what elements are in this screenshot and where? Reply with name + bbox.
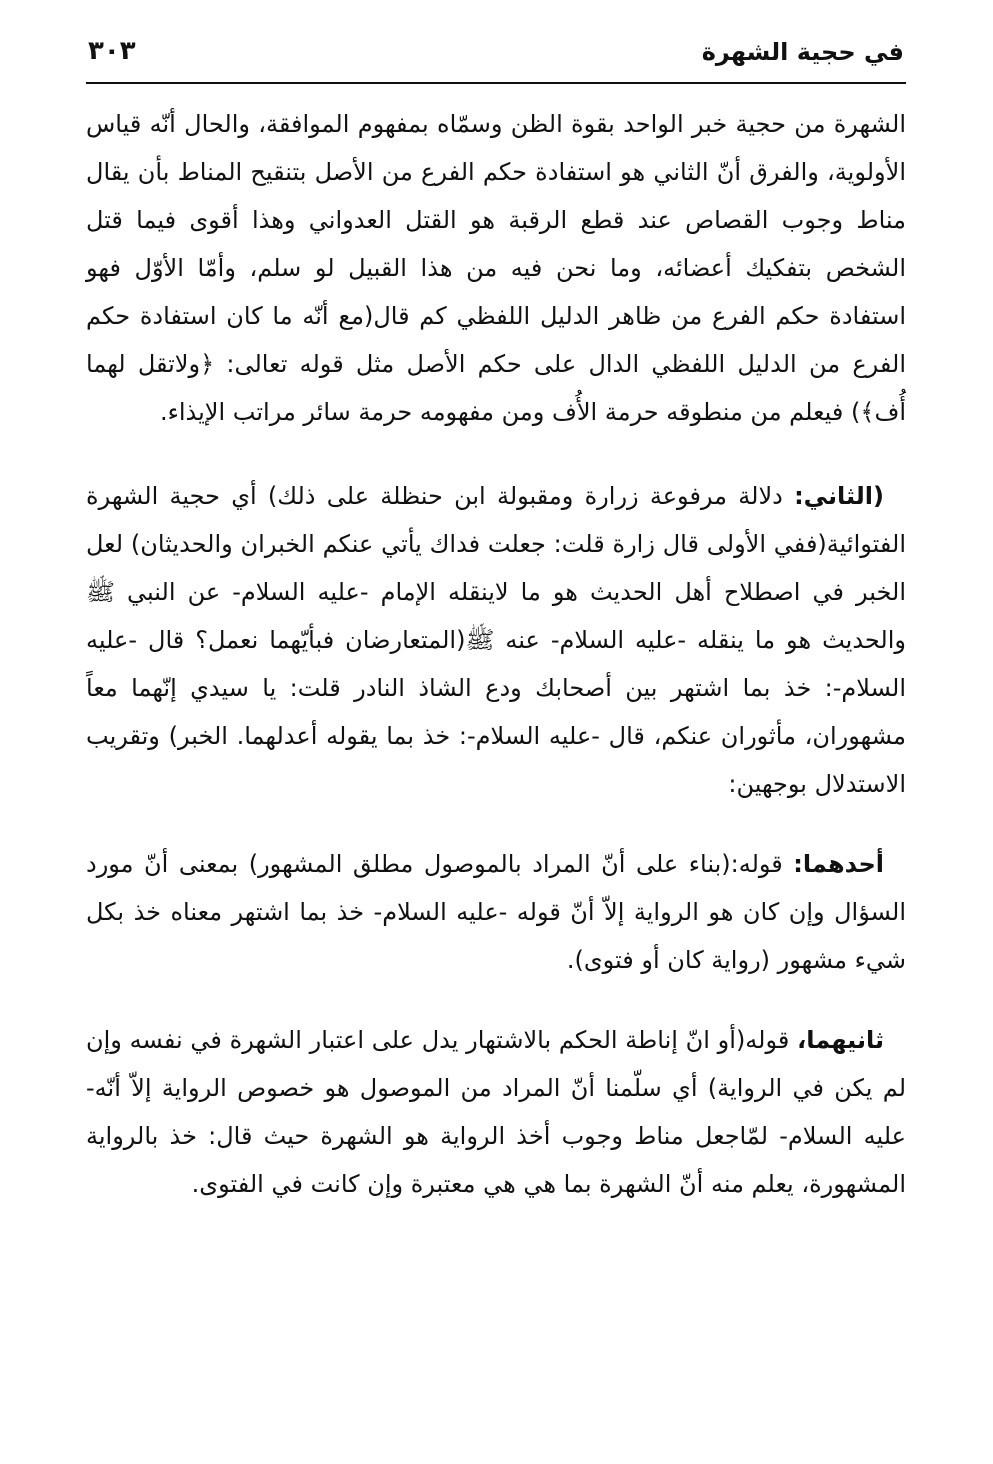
paragraph-2	[86, 472, 906, 808]
paragraph-3	[86, 840, 906, 984]
paragraph-4	[86, 1016, 906, 1208]
paragraph-2-text: دلالة مرفوعة زرارة ومقبولة ابن حنظلة على ذلك) أي حجية الشهرة الفتوائية(ففي الأولى قال زارة قلت: جعلت فداك يأتي عنكم الخبران والحديثان) لعل الخبر في اصطلاح أهل الحديث هو ما لاينقله الإمام -عليه السلام- عن النبي ﷺ والحديث هو ما ينقله -عليه السلام- عنه ﷺ(المتعارضان فبأيّهما نعمل؟ قال -عليه السلام-: خذ بما اشتهر بين أصحابك ودع الشاذ النادر قلت: يا سيدي إنّهما معاً مشهوران، مأثوران عنكم، قال -عليه السلام-: خذ بما يقوله أعدلهما. الخبر) وتقريب الاستدلال بوجهين:	[86, 482, 906, 798]
page-number: ٣٠٣	[88, 36, 136, 66]
book-page	[86, 28, 906, 1208]
running-title: في حجية الشهرة	[701, 38, 904, 66]
page-header	[86, 28, 906, 84]
page-body	[86, 100, 906, 1208]
paragraph-1-text: الشهرة من حجية خبر الواحد بقوة الظن وسمّاه بمفهوم الموافقة، والحال أنّه قياس الأولوية، والفرق أنّ الثاني هو استفادة حكم الفرع من الأصل بتنقيح المناط بأن يقال مناط وجوب القصاص عند قطع الرقبة هو القتل العدواني وهذا أقوى فيما قتل الشخص بتفكيك أعضائه، وما نحن فيه من هذا القبيل لو سلم، وأمّا الأوّل فهو استفادة حكم الفرع من ظاهر الدليل اللفظي كم قال(مع أنّه ما كان استفادة حكم الفرع من الدليل اللفظي الدال على حكم الأصل مثل قوله تعالى: ﴿ولاتقل لهما أُف﴾) فيعلم من منطوقه حرمة الأُف ومن مفهومه حرمة سائر مراتب الإيذاء.	[86, 110, 906, 426]
paragraph-2-lead: (الثاني:	[794, 482, 884, 510]
paragraph-1	[86, 100, 906, 436]
paragraph-4-text: قوله(أو انّ إناطة الحكم بالاشتهار يدل على اعتبار الشهرة في نفسه وإن لم يكن في الرواية) أي سلّمنا أنّ المراد من الموصول هو خصوص الرواية إلاّ أنّه-عليه السلام- لمّاجعل مناط وجوب أخذ الرواية هو الشهرة حيث قال: خذ بالرواية المشهورة، يعلم منه أنّ الشهرة بما هي هي معتبرة وإن كانت في الفتوى.	[86, 1026, 906, 1198]
paragraph-4-lead: ثانيهما،	[797, 1026, 884, 1054]
paragraph-3-text: قوله:(بناء على أنّ المراد بالموصول مطلق المشهور) بمعنى أنّ مورد السؤال وإن كان هو الرواية إلاّ أنّ قوله -عليه السلام- خذ بما اشتهر معناه خذ بكل شيء مشهور (رواية كان أو فتوى).	[86, 850, 906, 974]
paragraph-3-lead: أحدهما:	[793, 850, 884, 878]
